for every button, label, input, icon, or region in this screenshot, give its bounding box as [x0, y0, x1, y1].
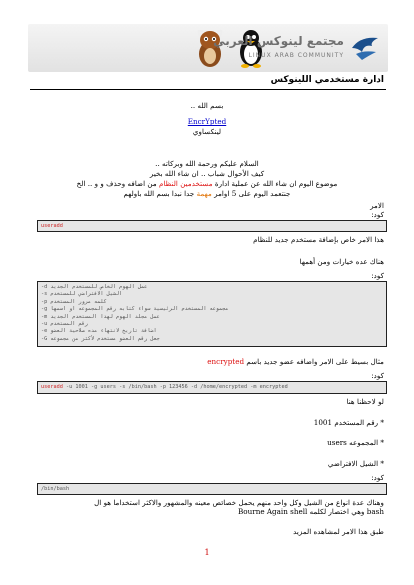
logo-english-text: LINUX ARAB COMMUNITY: [248, 52, 344, 59]
code-line: -s الشيل الافتراضي للمستخدم: [41, 291, 123, 298]
options-intro: هناك عده خيارات ومن أهمها: [299, 257, 384, 266]
code-label: كود:: [371, 371, 384, 380]
code-block-useradd[interactable]: useradd: [37, 220, 387, 232]
howareyou-text: كيف الأحوال شباب .. ان شاء الله بخير: [149, 169, 265, 178]
code-line: -g مجموعه المستخدم الرئيسية سواء كتابه رقم المجموعه او اسمها: [41, 306, 229, 313]
page-number: 1: [204, 548, 210, 557]
code-label: كود:: [371, 473, 384, 482]
code-label: كود:: [371, 271, 384, 280]
bullet-uid: * رقم المستخدم 1001: [313, 418, 384, 427]
code-line: -u رقم المستخدم: [41, 320, 88, 327]
code-block-options[interactable]: [37, 281, 387, 347]
code-label: كود:: [371, 210, 384, 219]
code-block-shell[interactable]: /bin/bash: [37, 483, 387, 495]
code-line: -p كلمه مرور المستخدم: [41, 298, 107, 305]
title-divider: [30, 89, 386, 90]
topic-text: موضوع اليوم ان شاء الله عن عملية ادارة مستخدمين النظام من اضافه وحذف و و .. الخ: [76, 179, 338, 188]
code-line: -e اضافة تاريخ لانتهاء مده صلاحية العضو: [41, 328, 157, 335]
shell-note-line2: bash وهي اختصار لكلمه Bourne Again shell: [238, 507, 384, 516]
bullet-shell: * الشيل الافتراضي: [327, 459, 384, 468]
code-line: -G جعل رقم العضو مستخدم لأكثر من مجموعه: [41, 335, 160, 342]
basmala-text: بسم الله ..: [190, 101, 224, 110]
shell-note-line1: وهناك عدة انواع من الشيل وكل واحد منهم يحمل خصائص معينه والمشهور والاكثر استخداما هو ال: [94, 498, 384, 507]
command-heading: الامر: [370, 201, 384, 210]
apply-more-text: طبق هذا الامر لمشاهده المزيد: [293, 527, 384, 536]
page-title: ادارة مستخدمي اللينوكس: [270, 75, 384, 85]
eagle-logo-icon: [350, 34, 380, 62]
code-line: -m عمل مجلد الهوم لهذا المستخدم الجديد: [41, 313, 160, 320]
code-line: -d عمل الهوم الخاص للمستخدم الجديد: [41, 284, 148, 290]
header-banner: [28, 24, 388, 72]
explain-text: لو لاحظنا هنا: [346, 397, 384, 406]
bullet-group: * المجموعه users: [327, 438, 384, 447]
plan-text: جنتعمد اليوم على 5 اوامر مهمة جدا نبدا بسم الله باولهم: [123, 189, 291, 198]
encrypted-link[interactable]: EncrYpted: [187, 117, 227, 126]
greeting-text: السلام عليكم ورحمة الله وبركاته ..: [155, 159, 259, 168]
code-block-example[interactable]: useradd -u 1001 -g users -s /bin/bash -p 123456 -d /home/encrypted -m encrypted: [37, 381, 387, 394]
author-name: لينكساوي: [192, 127, 222, 136]
logo-arabic-text: مجتمع لينوكس العربي: [213, 34, 344, 48]
useradd-description: هذا الامر خاص بإضافة مستخدم جديد للنظام: [253, 235, 384, 244]
example-text: مثال بسيط على الامر واضافه عضو جديد باسم encrypted: [207, 357, 384, 366]
